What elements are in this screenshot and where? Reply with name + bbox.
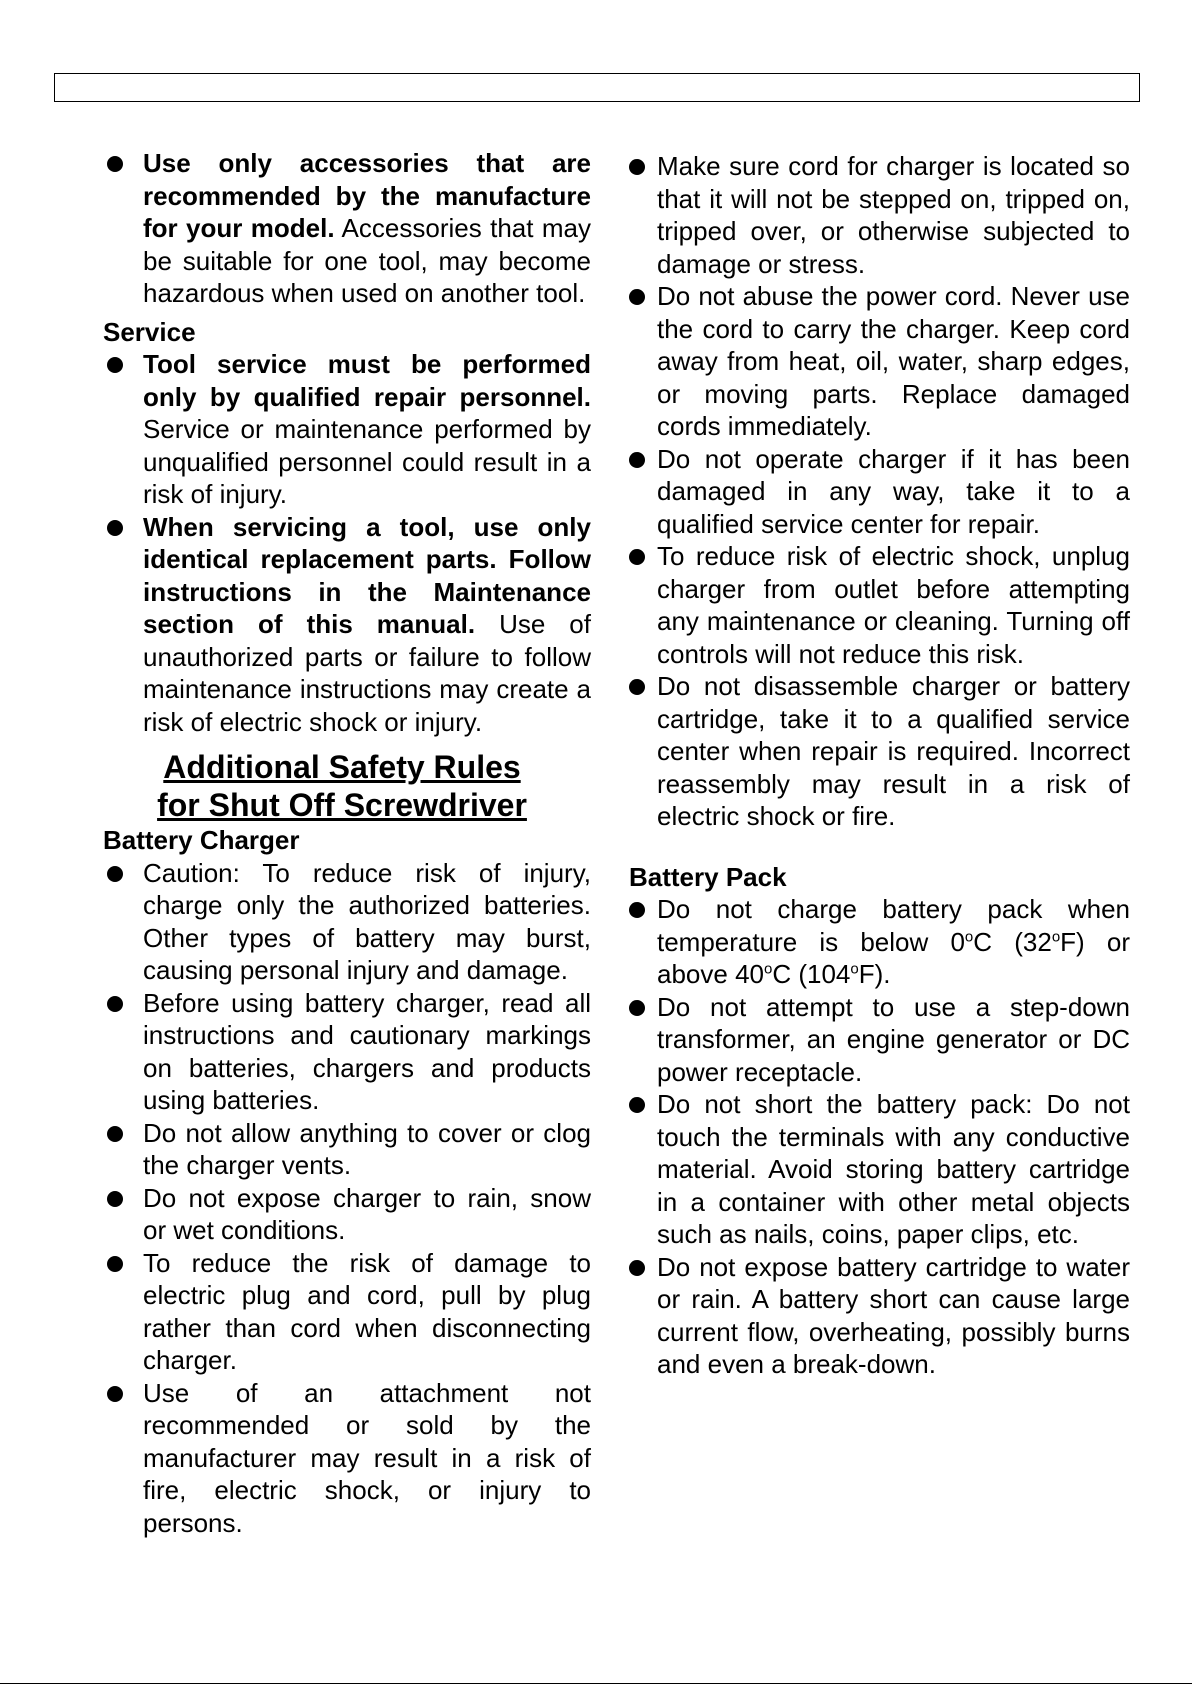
charger-item — [103, 1182, 591, 1247]
charger-item — [629, 540, 1130, 670]
charger-item — [629, 150, 1130, 280]
right-column — [629, 150, 1130, 1381]
charger-item-text: Before using battery charger, read all instructions and cautionary markings on batteries, chargers and products using batteries. — [143, 987, 591, 1115]
pack-item — [629, 1088, 1130, 1251]
pack-item — [629, 1251, 1130, 1381]
charger-item-text: To reduce risk of electric shock, unplug charger from outlet before attempting any maintenance or cleaning. Turning off controls will not reduce this risk. — [657, 541, 1130, 669]
charger-item — [103, 1377, 591, 1540]
service-heading: Service — [103, 316, 196, 347]
spacer — [629, 833, 1130, 855]
service-item-text: Service or maintenance performed by unqualified personnel could result in a risk of injury. — [143, 414, 591, 509]
pack-temp-text-2: C (32 — [973, 926, 1052, 957]
service-item-lead: When servicing a tool, use only identical replacement parts. Follow instructions in the Maintenance section of this manual. — [143, 511, 591, 639]
header-box — [54, 73, 1140, 102]
battery-charger-heading: Battery Charger — [103, 825, 300, 855]
charger-item-text: Caution: To reduce risk of injury, charge only the authorized batteries. Other types of battery may burst, causing personal injury and damage. — [143, 857, 591, 985]
battery-pack-heading: Battery Pack — [629, 861, 787, 892]
left-column — [103, 147, 591, 1539]
bullet-icon — [629, 679, 645, 695]
charger-item — [103, 1247, 591, 1377]
pack-temp-text-5: F). — [858, 959, 891, 989]
bullet-icon — [107, 866, 123, 882]
charger-item-text: Do not allow anything to cover or clog the charger vents. — [143, 1117, 591, 1180]
bullet-icon — [629, 289, 645, 305]
degree-symbol: o — [850, 960, 859, 978]
charger-item — [629, 443, 1130, 541]
degree-symbol: o — [964, 927, 974, 945]
pack-temp-text-4: C (104 — [772, 959, 851, 989]
title-line-1: Additional Safety Rules — [163, 749, 521, 785]
pack-temp-text-3: F) or above 40 — [657, 926, 1131, 989]
title-line-2: for Shut Off Screwdriver — [157, 787, 527, 823]
pack-item-text: Do not short the battery pack: Do not touch the terminals with any conductive material. Avoid storing battery cartridge in a container with other metal objects such as nails, coins, paper clips, etc. — [657, 1089, 1130, 1249]
bullet-icon — [629, 902, 645, 918]
charger-item-text: Do not abuse the power cord. Never use the cord to carry the charger. Keep cord away from heat, oil, water, sharp edges, or moving parts. Replace damaged cords immediately. — [657, 281, 1130, 441]
bullet-icon — [107, 520, 123, 536]
section-title — [103, 748, 591, 824]
bullet-icon — [107, 1191, 123, 1207]
charger-item — [103, 987, 591, 1117]
charger-item-text: To reduce the risk of damage to electric plug and cord, pull by plug rather than cord when disconnecting charger. — [143, 1247, 591, 1375]
charger-item — [629, 280, 1130, 443]
service-item — [103, 511, 591, 739]
accessories-lead: Use only accessories that are recommended by the manufacture for your model. — [143, 148, 591, 243]
bullet-icon — [629, 1000, 645, 1016]
service-item-lead: Tool service must be performed only by qualified repair personnel. — [143, 349, 591, 412]
charger-item-text: Do not expose charger to rain, snow or wet conditions. — [143, 1182, 591, 1245]
pack-item-text: Do not attempt to use a step-down transformer, an engine generator or DC power receptacle. — [657, 991, 1130, 1087]
bullet-icon — [107, 156, 123, 172]
charger-item-text: Make sure cord for charger is located so that it will not be stepped on, tripped on, tripped over, or otherwise subjected to damage or stress. — [657, 151, 1130, 279]
bullet-icon — [107, 1386, 123, 1402]
degree-symbol: o — [1051, 927, 1061, 945]
accessories-item — [103, 147, 591, 310]
bullet-icon — [629, 1260, 645, 1276]
bullet-icon — [629, 159, 645, 175]
bullet-icon — [107, 357, 123, 373]
footer-divider — [0, 1683, 1192, 1684]
charger-item-text: Use of an attachment not recommended or sold by the manufacturer may result in a risk of fire, electric shock, or injury to persons. — [143, 1377, 591, 1538]
pack-item — [629, 893, 1130, 991]
bullet-icon — [107, 1256, 123, 1272]
bullet-icon — [107, 1126, 123, 1142]
bullet-icon — [629, 549, 645, 565]
charger-item-text: Do not disassemble charger or battery cartridge, take it to a qualified service center when repair is required. Incorrect reassembly may result in a risk of electric shock or fire. — [657, 671, 1130, 831]
service-item — [103, 348, 591, 511]
charger-item — [629, 670, 1130, 833]
accessories-text: Accessories that may be suitable for one tool, may become hazardous when used on another tool. — [143, 213, 591, 308]
pack-item-text: Do not expose battery cartridge to water or rain. A battery short can cause large current flow, overheating, possibly burns and even a break-down. — [657, 1251, 1130, 1379]
degree-symbol: o — [763, 960, 773, 978]
bullet-icon — [629, 452, 645, 468]
service-item-text: Use of unauthorized parts or failure to follow maintenance instructions may create a risk of electric shock or injury. — [143, 609, 591, 737]
charger-item — [103, 1117, 591, 1182]
bullet-icon — [629, 1097, 645, 1113]
charger-item-text: Do not operate charger if it has been damaged in any way, take it to a qualified service center for repair. — [657, 443, 1130, 539]
bullet-icon — [107, 996, 123, 1012]
pack-item — [629, 991, 1130, 1089]
charger-item — [103, 857, 591, 987]
pack-temp-text-1: Do not charge battery pack when temperature is below 0 — [657, 894, 1130, 957]
